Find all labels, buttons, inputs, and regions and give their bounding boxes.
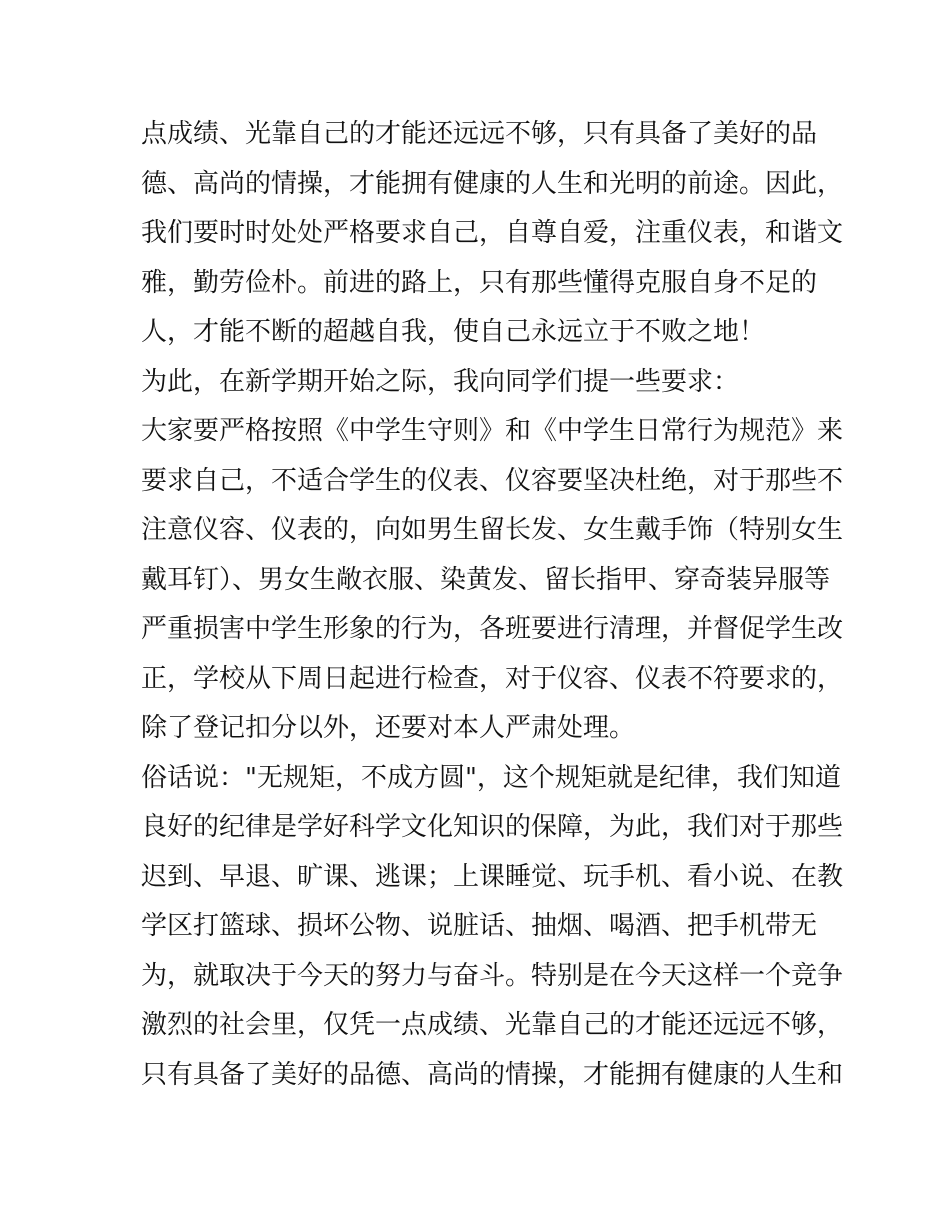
text-line: 为，就取决于今天的努力与奋斗。特别是在今天这样一个竞争: [141, 960, 844, 991]
text-line: 除了登记扣分以外，还要对本人严肃处理。: [141, 713, 636, 743]
text-line: 注意仪容、仪表的，向如男生留长发、女生戴手饰（特别女生: [141, 515, 844, 545]
text-line: 我们要时时处处严格要求自己，自尊自爱，注重仪表，和谐文: [141, 218, 844, 248]
text-line: 俗话说："无规矩，不成方圆"，这个规矩就是纪律，我们知道: [141, 762, 841, 793]
text-line: 德、高尚的情操，才能拥有健康的人生和光明的前途。因此，: [141, 168, 844, 199]
text-line: 只有具备了美好的品德、高尚的情操，才能拥有健康的人生和: [141, 1059, 844, 1090]
text-line: 良好的纪律是学好科学文化知识的保障，为此，我们对于那些: [141, 812, 844, 842]
text-line: 严重损害中学生形象的行为，各班要进行清理，并督促学生改: [141, 614, 844, 644]
text-line: 雅，勤劳俭朴。前进的路上，只有那些懂得克服自身不足的: [141, 267, 818, 298]
body-text: [141, 110, 844, 1100]
text-line: 正，学校从下周日起进行检查，对于仪容、仪表不符要求的，: [141, 663, 844, 694]
text-line: 激烈的社会里，仅凭一点成绩、光靠自己的才能还远远不够，: [141, 1010, 844, 1040]
text-line: 大家要严格按照《中学生守则》和《中学生日常行为规范》来: [141, 416, 844, 446]
text-line: 要求自己，不适合学生的仪表、仪容要坚决杜绝，对于那些不: [141, 465, 844, 496]
text-line: 为此，在新学期开始之际，我向同学们提一些要求：: [141, 366, 740, 397]
text-line: 学区打篮球、损坏公物、说脏话、抽烟、喝酒、把手机带无: [141, 911, 818, 941]
text-line: 戴耳钉）、男女生敞衣服、染黄发、留长指甲、穿奇装异服等: [141, 564, 831, 595]
text-line: 人，才能不断的超越自我，使自己永远立于不败之地！: [141, 317, 766, 347]
text-line: 点成绩、光靠自己的才能还远远不够，只有具备了美好的品: [141, 119, 818, 149]
text-line: 迟到、早退、旷课、逃课；上课睡觉、玩手机、看小说、在教: [141, 861, 844, 892]
